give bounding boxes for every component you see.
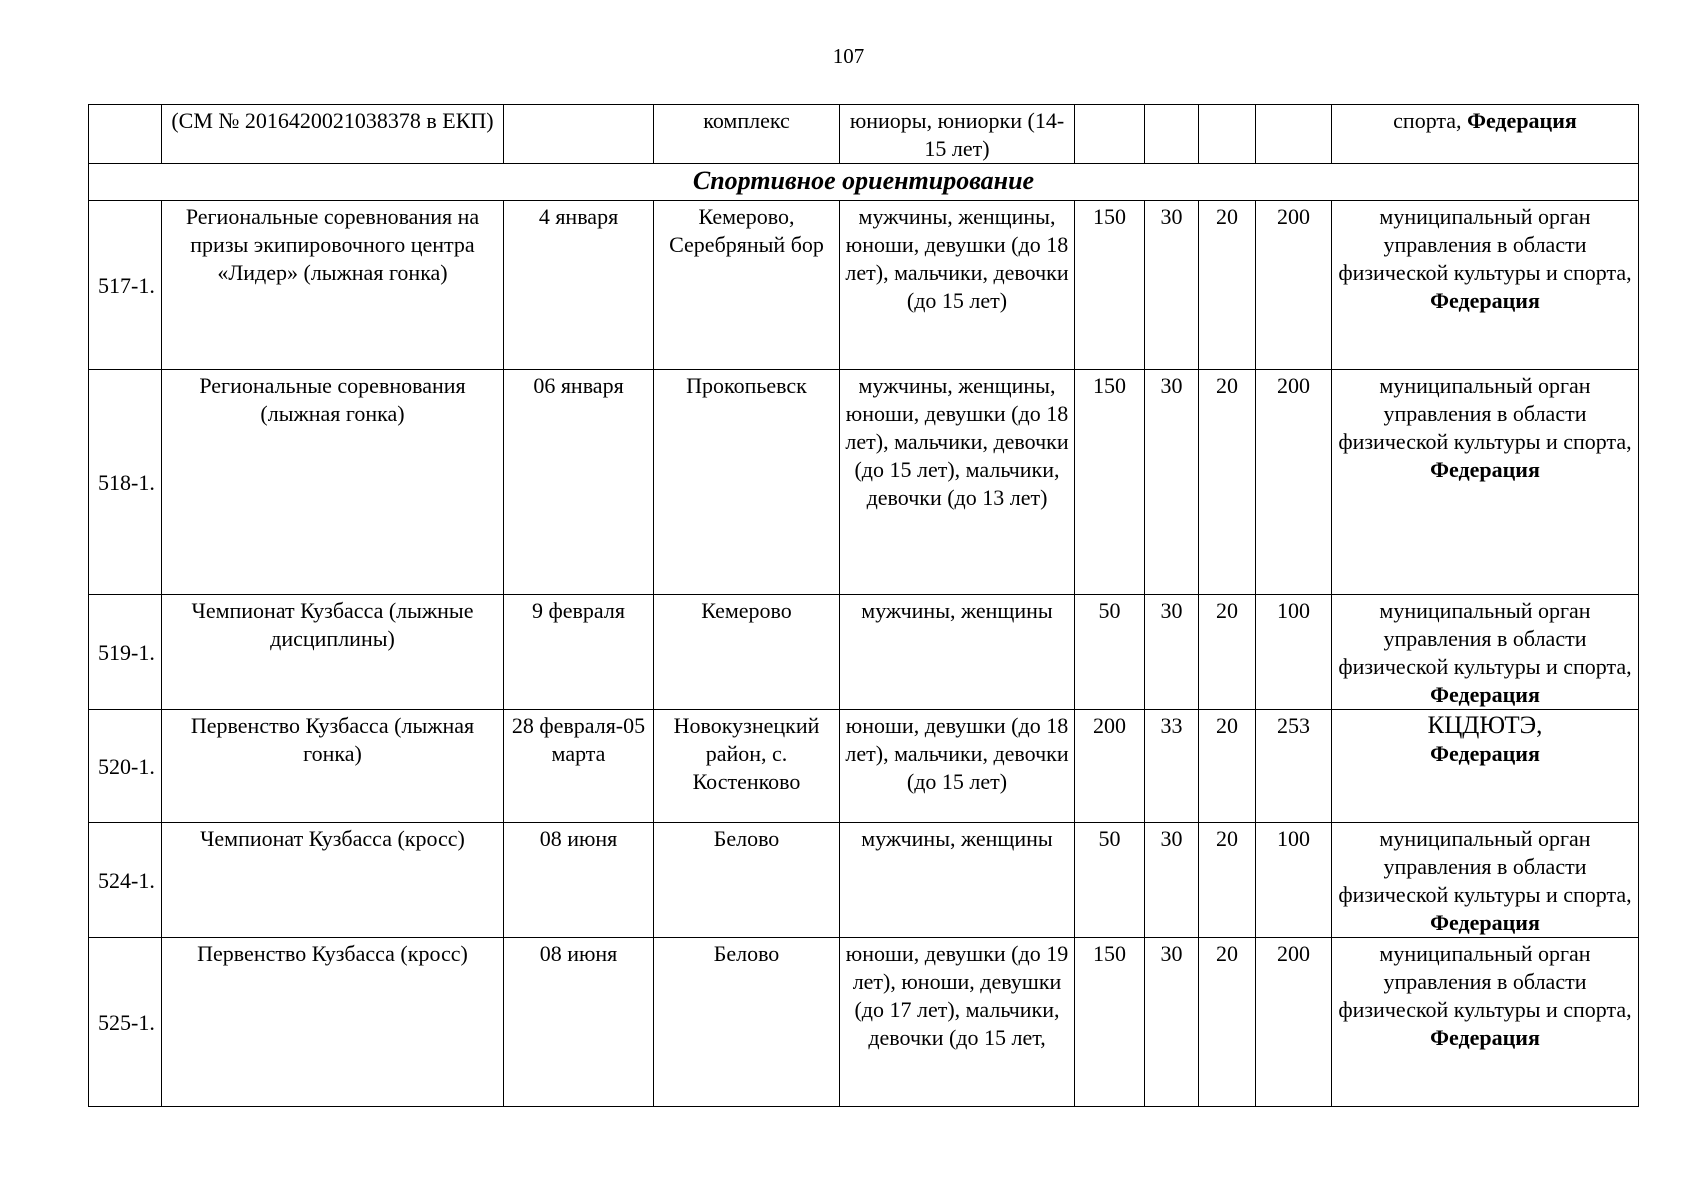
event-place: комплекс [654, 105, 840, 164]
count-3 [1199, 105, 1256, 164]
row-number: 518-1. [89, 370, 162, 595]
count-total: 200 [1256, 938, 1332, 1107]
event-date: 28 февраля-05 марта [504, 710, 654, 823]
organizer-federation: Федерация [1430, 682, 1540, 707]
table-row [89, 370, 1639, 595]
count-3: 20 [1199, 938, 1256, 1107]
count-total: 200 [1256, 370, 1332, 595]
count-3: 20 [1199, 595, 1256, 710]
events-table [88, 104, 1639, 1107]
participants: юниоры, юниорки (14-15 лет) [840, 105, 1075, 164]
organizer-text: муниципальный орган управления в области физической культуры и спорта, [1338, 373, 1632, 454]
table-row [89, 823, 1639, 938]
event-name: Первенство Кузбасса (лыжная гонка) [162, 710, 504, 823]
event-place: Новокузнецкий район, с. Костенково [654, 710, 840, 823]
participants: мужчины, женщины, юноши, девушки (до 18 лет), мальчики, девочки (до 15 лет) [840, 201, 1075, 370]
table-row [89, 201, 1639, 370]
section-header-row [89, 164, 1639, 201]
organizer-text: муниципальный орган управления в области физической культуры и спорта, [1338, 826, 1632, 907]
organizer [1332, 710, 1639, 823]
count-2: 30 [1145, 370, 1199, 595]
count-1: 50 [1075, 823, 1145, 938]
table-row [89, 595, 1639, 710]
count-2 [1145, 105, 1199, 164]
organizer [1332, 105, 1639, 164]
organizer [1332, 938, 1639, 1107]
organizer-federation: Федерация [1430, 457, 1540, 482]
organizer [1332, 370, 1639, 595]
event-place: Кемерово [654, 595, 840, 710]
event-date [504, 105, 654, 164]
participants: юноши, девушки (до 18 лет), мальчики, девочки (до 15 лет) [840, 710, 1075, 823]
organizer-federation: Федерация [1430, 1025, 1540, 1050]
row-number: 519-1. [89, 595, 162, 710]
event-name: (СМ № 2016420021038378 в ЕКП) [162, 105, 504, 164]
event-date: 9 февраля [504, 595, 654, 710]
event-date: 08 июня [504, 823, 654, 938]
count-total: 100 [1256, 595, 1332, 710]
count-2: 33 [1145, 710, 1199, 823]
continuation-row [89, 105, 1639, 164]
participants: юноши, девушки (до 19 лет), юноши, девушки (до 17 лет), мальчики, девочки (до 15 лет, [840, 938, 1075, 1107]
event-name: Первенство Кузбасса (кросс) [162, 938, 504, 1107]
event-date: 4 января [504, 201, 654, 370]
participants: мужчины, женщины [840, 595, 1075, 710]
table-row [89, 710, 1639, 823]
row-number: 524-1. [89, 823, 162, 938]
organizer-text: муниципальный орган управления в области физической культуры и спорта, [1338, 204, 1632, 285]
count-1: 150 [1075, 370, 1145, 595]
count-2: 30 [1145, 201, 1199, 370]
event-name: Чемпионат Кузбасса (кросс) [162, 823, 504, 938]
count-total: 100 [1256, 823, 1332, 938]
event-name: Чемпионат Кузбасса (лыжные дисциплины) [162, 595, 504, 710]
organizer-federation: Федерация [1430, 288, 1540, 313]
event-name: Региональные соревнования (лыжная гонка) [162, 370, 504, 595]
count-1: 150 [1075, 938, 1145, 1107]
participants: мужчины, женщины, юноши, девушки (до 18 лет), мальчики, девочки (до 15 лет), мальчики, девочки (до 13 лет) [840, 370, 1075, 595]
organizer-federation: Федерация [1467, 108, 1577, 133]
organizer-text: муниципальный орган управления в области физической культуры и спорта, [1338, 598, 1632, 679]
count-total: 200 [1256, 201, 1332, 370]
event-name: Региональные соревнования на призы экипировочного центра «Лидер» (лыжная гонка) [162, 201, 504, 370]
organizer-federation: Федерация [1430, 910, 1540, 935]
count-3: 20 [1199, 710, 1256, 823]
event-place: Белово [654, 938, 840, 1107]
row-number [89, 105, 162, 164]
event-place: Прокопьевск [654, 370, 840, 595]
count-1 [1075, 105, 1145, 164]
row-number: 525-1. [89, 938, 162, 1107]
count-2: 30 [1145, 938, 1199, 1107]
count-3: 20 [1199, 370, 1256, 595]
count-2: 30 [1145, 595, 1199, 710]
count-1: 50 [1075, 595, 1145, 710]
organizer-text: спорта, [1393, 108, 1468, 133]
event-place: Белово [654, 823, 840, 938]
count-3: 20 [1199, 823, 1256, 938]
organizer [1332, 595, 1639, 710]
count-total: 253 [1256, 710, 1332, 823]
page-number: 107 [832, 44, 865, 68]
organizer-text: муниципальный орган управления в области физической культуры и спорта, [1338, 941, 1632, 1022]
organizer [1332, 201, 1639, 370]
count-3: 20 [1199, 201, 1256, 370]
row-number: 517-1. [89, 201, 162, 370]
section-title: Спортивное ориентирование [89, 164, 1639, 201]
table-row [89, 938, 1639, 1107]
count-total [1256, 105, 1332, 164]
organizer [1332, 823, 1639, 938]
count-2: 30 [1145, 823, 1199, 938]
event-date: 06 января [504, 370, 654, 595]
participants: мужчины, женщины [840, 823, 1075, 938]
row-number: 520-1. [89, 710, 162, 823]
organizer-federation: Федерация [1430, 741, 1540, 766]
organizer-text: КЦДЮТЭ, [1427, 712, 1543, 739]
event-date: 08 июня [504, 938, 654, 1107]
count-1: 150 [1075, 201, 1145, 370]
count-1: 200 [1075, 710, 1145, 823]
event-place: Кемерово, Серебряный бор [654, 201, 840, 370]
